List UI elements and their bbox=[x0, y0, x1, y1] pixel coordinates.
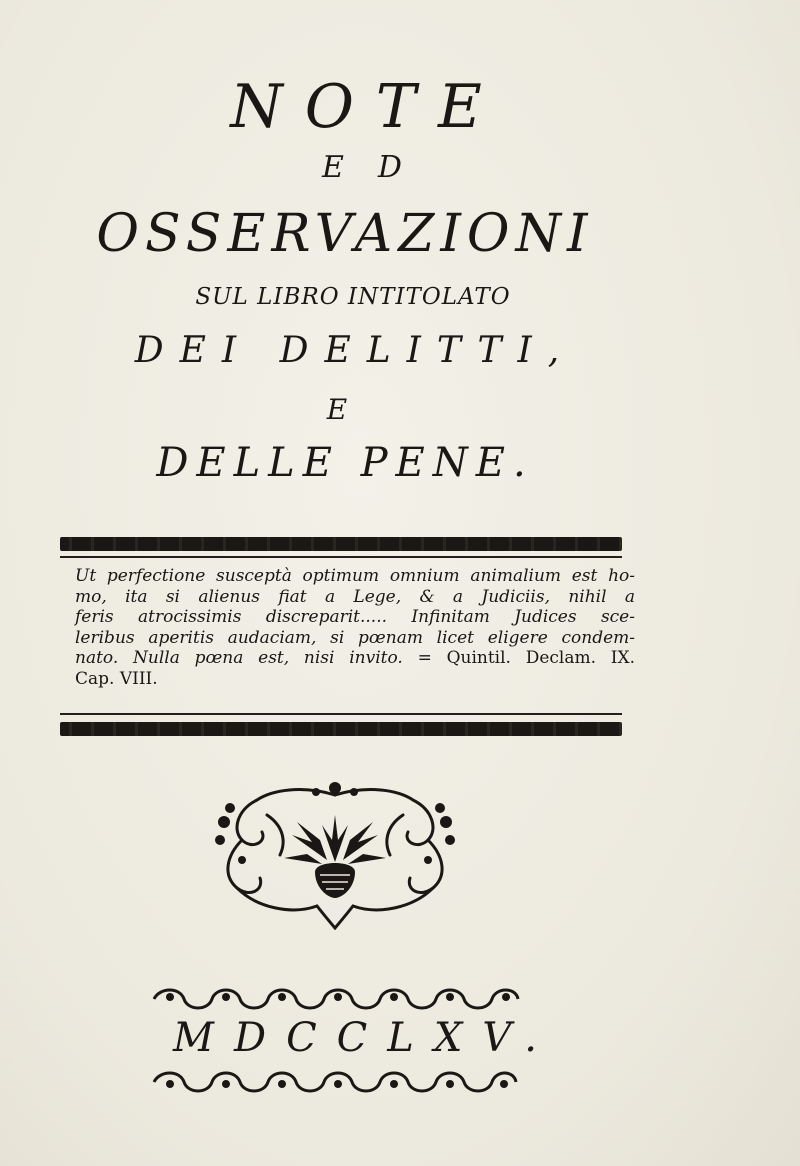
bottom-scroll-ornament-band-icon bbox=[150, 1068, 520, 1096]
title-line-osservazioni: OSSERVAZIONI bbox=[96, 204, 594, 264]
epigraph-line-1: Ut perfectione susceptà optimum omnium animalium est ho- bbox=[75, 566, 635, 586]
epigraph-citation-chapter: Cap. VIII. bbox=[75, 668, 158, 689]
title-line-delle-pene: DELLE PENE. bbox=[156, 440, 534, 486]
title-line-dei-delitti: DEI DELITTI, bbox=[134, 330, 576, 371]
title-line-e: E bbox=[326, 393, 348, 426]
epigraph-citation: Quintil. Declam. IX. bbox=[446, 648, 636, 668]
epigraph-line-5-text: nato. Nulla pœna est, nisi invito. = bbox=[75, 648, 432, 668]
top-scroll-ornament-band-icon bbox=[150, 985, 522, 1013]
top-thin-rule bbox=[60, 556, 622, 558]
title-line-sul-libro: SUL LIBRO INTITOLATO bbox=[195, 284, 511, 310]
epigraph-line-4: leribus aperitis audaciam, si pœnam licet eligere condem- bbox=[75, 627, 635, 648]
bottom-thin-rule bbox=[60, 713, 622, 715]
title-line-note: NOTE bbox=[230, 72, 504, 142]
epigraph bbox=[75, 566, 635, 689]
bottom-thick-rule bbox=[60, 722, 622, 736]
top-thick-rule bbox=[60, 537, 622, 551]
epigraph-line-2: mo, ita si alienus fiat a Lege, & a Judiciis, nihil a bbox=[75, 586, 635, 607]
flower-vase-ornament-icon bbox=[212, 780, 458, 930]
epigraph-line-3: feris atrocissimis discreparit..... Infinitam Judices sce- bbox=[75, 607, 635, 627]
title-line-ed: ED bbox=[322, 150, 436, 185]
imprint-year: MDCCLXV. bbox=[173, 1015, 557, 1061]
epigraph-line-5 bbox=[75, 648, 635, 669]
